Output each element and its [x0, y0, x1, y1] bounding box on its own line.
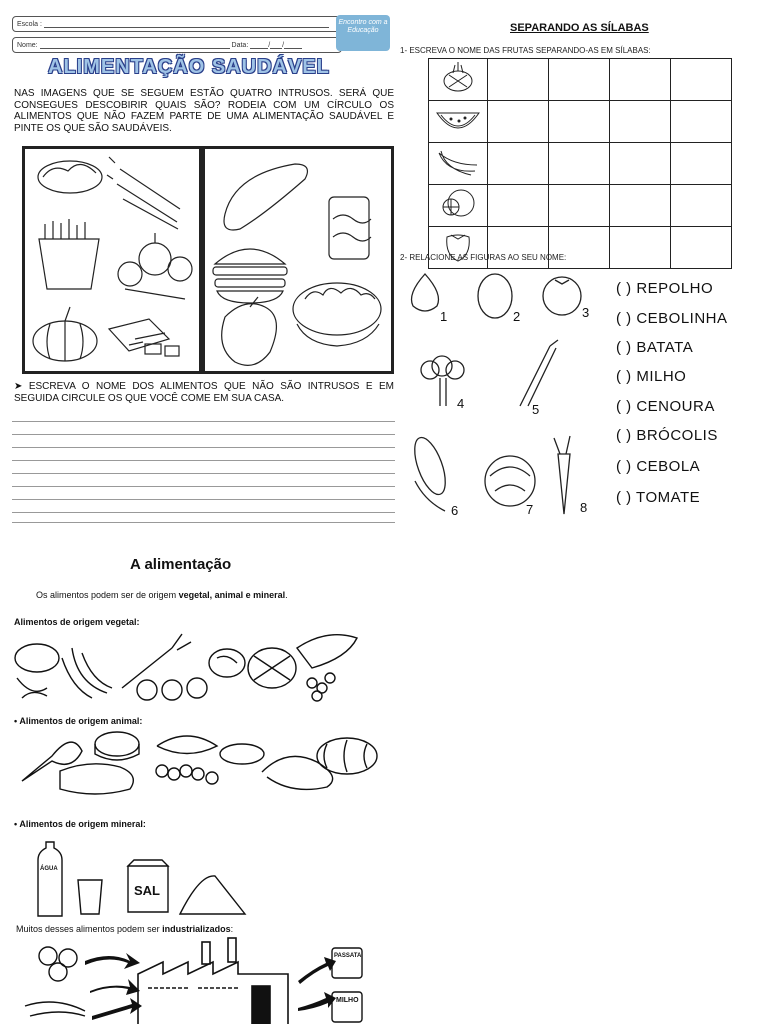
task2-label: ESCREVA O NOME DOS ALIMENTOS QUE NÃO SÃO INTRUSOS E EM SEGUIDA CIRCULE OS QUE VOCÊ COME EM SUA CASA. [14, 381, 394, 404]
grid-row [429, 185, 732, 227]
food-illustrations-right [205, 149, 391, 371]
logo-text: Encontro com a Educação [338, 19, 388, 34]
water-glass-icon [78, 880, 102, 914]
syllable-cell[interactable] [488, 227, 549, 269]
grid-row [429, 143, 732, 185]
syllable-cell[interactable] [671, 59, 732, 101]
syllable-cell[interactable] [671, 185, 732, 227]
option-repolho[interactable]: ( ) REPOLHO [616, 280, 714, 297]
syllable-cell[interactable] [671, 143, 732, 185]
syllable-cell[interactable] [549, 227, 610, 269]
date-line [284, 41, 302, 49]
broccoli-icon [440, 378, 446, 406]
figure-number-2: 2 [513, 309, 521, 324]
option-brocolis[interactable]: ( ) BRÓCOLIS [616, 427, 718, 444]
syllable-cell[interactable] [488, 185, 549, 227]
syllable-cell[interactable] [488, 59, 549, 101]
name-label: Nome: [17, 42, 38, 49]
pineapple-icon [429, 59, 488, 101]
bullet-icon: ➤ [14, 381, 23, 392]
writing-line[interactable] [12, 486, 395, 487]
salt-pile-icon [180, 876, 245, 914]
syllable-cell[interactable] [610, 101, 671, 143]
syllable-cell[interactable] [549, 59, 610, 101]
industrialization-illustration [20, 936, 370, 1024]
syllable-cell[interactable] [610, 185, 671, 227]
grid-row [429, 227, 732, 269]
school-line [44, 20, 329, 28]
can-label-1: PASSATA [334, 953, 362, 959]
school-label: Escola : [17, 21, 42, 28]
date-sep: / [268, 42, 271, 49]
vegetal-foods-illustration [12, 628, 362, 708]
date-label: Data: [231, 42, 249, 49]
food-origin-title: A alimentação [130, 556, 232, 573]
question-1: 1- ESCREVA O NOME DAS FRUTAS SEPARANDO-AS EM SÍLABAS: [400, 46, 651, 55]
date-line [250, 41, 271, 49]
industrial-end: : [230, 924, 234, 934]
arrow-icon [298, 992, 336, 1011]
salt-label: SAL [134, 883, 160, 898]
arrow-icon [85, 953, 140, 969]
syllable-cell[interactable] [549, 185, 610, 227]
writing-line[interactable] [12, 447, 395, 448]
industrial-plain: Muitos desses alimentos podem ser [16, 924, 163, 934]
grid-row [429, 59, 732, 101]
syllables-title: SEPARANDO AS SÍLABAS [510, 22, 649, 34]
syllable-cell[interactable] [488, 101, 549, 143]
syllable-grid [428, 58, 732, 269]
healthy-food-panel-left [22, 146, 202, 374]
tomato-icon [543, 277, 581, 315]
name-date-field[interactable] [12, 37, 342, 53]
healthy-food-panel-right [202, 146, 394, 374]
origin-intro [36, 590, 288, 600]
writing-line[interactable] [12, 512, 395, 513]
writing-line[interactable] [12, 460, 395, 461]
syllable-cell[interactable] [610, 143, 671, 185]
bottle-label: ÁGUA [40, 866, 58, 872]
figure-number-6: 6 [451, 503, 459, 518]
writing-line[interactable] [12, 522, 395, 523]
banana-icon [429, 143, 488, 185]
date-line [270, 41, 285, 49]
food-illustrations-left [25, 149, 199, 371]
onion-icon [412, 274, 439, 311]
syllable-cell[interactable] [671, 101, 732, 143]
writing-line[interactable] [12, 421, 395, 422]
instructions-text: NAS IMAGENS QUE SE SEGUEM ESTÃO QUATRO INTRUSOS. SERÁ QUE CONSEGUES DESCOBIRIR QUAIS SÃO? RODEIA COM UM CÍRCULO OS ALIMENTOS QUE NÃO FAZEM PARTE DE UMA ALIMENTAÇÃO SAUDÁVEL E PINTE OS QUE SÃO SAUDÁVEIS. [14, 88, 394, 134]
corn-icon [25, 1002, 85, 1016]
vegetable-figures [400, 266, 610, 526]
option-cebola[interactable]: ( ) CEBOLA [616, 458, 701, 475]
option-cenoura[interactable]: ( ) CENOURA [616, 398, 715, 415]
syllable-cell[interactable] [671, 227, 732, 269]
mineral-label: • Alimentos de origem mineral: [14, 819, 146, 829]
figure-number-1: 1 [440, 309, 448, 324]
school-field[interactable] [12, 16, 342, 32]
syllable-cell[interactable] [610, 59, 671, 101]
carrot-icon [558, 454, 570, 514]
syllable-cell[interactable] [610, 227, 671, 269]
water-bottle-icon [38, 842, 62, 916]
writing-line[interactable] [12, 473, 395, 474]
question-2: 2- RELACIONE AS FIGURAS AO SEU NOME: [400, 253, 567, 262]
watermelon-icon [429, 101, 488, 143]
strawberry-icon [429, 227, 488, 269]
figure-number-7: 7 [526, 502, 534, 517]
factory-icon [138, 938, 288, 1024]
cabbage-icon [485, 456, 535, 506]
syllable-cell[interactable] [549, 101, 610, 143]
orange-icon [429, 185, 488, 227]
writing-line[interactable] [12, 499, 395, 500]
name-line [40, 41, 230, 49]
logo [336, 15, 390, 51]
option-milho[interactable]: ( ) MILHO [616, 368, 687, 385]
industrial-text [16, 924, 233, 934]
animal-label: • Alimentos de origem animal: [14, 716, 143, 726]
grid-row [429, 101, 732, 143]
animal-foods-illustration [12, 726, 382, 798]
figure-number-8: 8 [580, 500, 588, 515]
option-cebolinha[interactable]: ( ) CEBOLINHA [616, 310, 728, 327]
potato-icon [478, 274, 512, 318]
industrial-bold: industrializados [162, 924, 231, 934]
page-title: ALIMENTAÇÃO SAUDÁVEL [48, 56, 330, 78]
can-label-2: MILHO [336, 997, 359, 1004]
syllable-cell[interactable] [549, 143, 610, 185]
figure-number-5: 5 [532, 402, 540, 417]
scallion-icon [520, 340, 558, 406]
option-batata[interactable]: ( ) BATATA [616, 339, 694, 356]
figure-number-4: 4 [457, 396, 465, 411]
arrow-icon [298, 957, 336, 984]
arrow-icon [92, 998, 142, 1020]
syllable-cell[interactable] [488, 143, 549, 185]
vegetal-label: Alimentos de origem vegetal: [14, 617, 140, 627]
option-tomate[interactable]: ( ) TOMATE [616, 489, 701, 506]
task2-text [14, 381, 394, 404]
writing-line[interactable] [12, 434, 395, 435]
intro-plain: Os alimentos podem ser de origem [36, 590, 179, 600]
intro-bold: vegetal, animal e mineral [178, 590, 286, 600]
tomato-icon [39, 947, 57, 965]
arrow-icon [90, 979, 140, 995]
figure-number-3: 3 [582, 305, 590, 320]
mineral-foods-illustration [30, 840, 250, 920]
date-sep: / [282, 42, 285, 49]
intro-end: . [285, 590, 288, 600]
corn-icon [408, 434, 451, 499]
